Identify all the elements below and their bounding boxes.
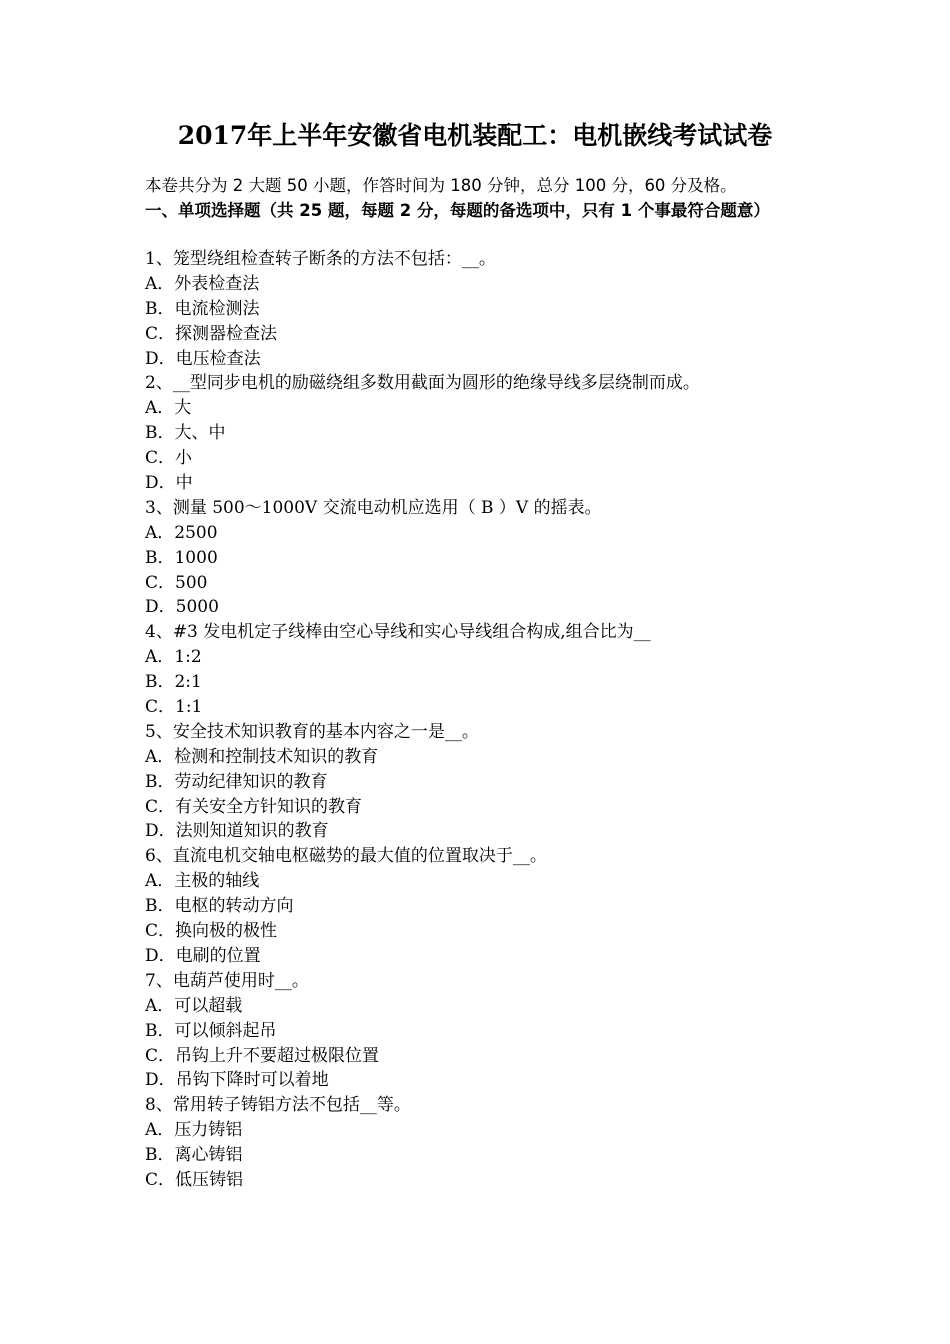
answer-option: D．电刷的位置 (145, 945, 261, 966)
answer-option: A．主极的轴线 (145, 871, 260, 892)
answer-option: A．1:2 (145, 647, 202, 668)
question-text: 6、直流电机交轴电枢磁势的最大值的位置取决于__。 (145, 846, 547, 867)
answer-option: A．大 (145, 398, 192, 419)
answer-option: D．法则知道知识的教育 (145, 821, 329, 842)
answer-option: C．低压铸铝 (145, 1169, 244, 1190)
question-text: 1、笼型绕组检查转子断条的方法不包括：__。 (145, 249, 496, 269)
answer-option: B．2:1 (145, 672, 202, 693)
page-title: 2017年上半年安徽省电机装配工：电机嵌线考试试卷 (177, 121, 773, 150)
answer-option: B．大、中 (145, 423, 226, 444)
answer-option: A．压力铸铝 (145, 1120, 243, 1141)
answer-option: B．劳动纪律知识的教育 (145, 771, 328, 792)
answer-option: A．检测和控制技术知识的教育 (145, 746, 379, 767)
answer-option: A．2500 (145, 522, 218, 543)
answer-option: C．探测器检查法 (145, 323, 278, 344)
answer-option: B．离心铸铝 (145, 1145, 243, 1166)
answer-option: C．1:1 (145, 697, 203, 718)
answer-option: C．小 (145, 448, 193, 469)
answer-option: B．1000 (145, 547, 218, 568)
question-text: 4、#3 发电机定子线棒由空心导线和实心导线组合构成,组合比为__ (145, 622, 651, 643)
question-text: 8、常用转子铸铝方法不包括__等。 (145, 1095, 411, 1116)
question-text: 2、__型同步电机的励磁绕组多数用截面为圆形的绝缘导线多层绕制而成。 (145, 373, 700, 394)
section-heading: 一、单项选择题（共 25 题，每题 2 分，每题的备选项中，只有 1 个事最符合题意） (145, 201, 770, 220)
exam-intro: 本卷共分为 2 大题 50 小题，作答时间为 180 分钟，总分 100 分，60 分及格。 (145, 176, 737, 195)
answer-option: A．外表检查法 (145, 273, 260, 294)
answer-option: C．吊钩上升不要超过极限位置 (145, 1045, 380, 1066)
answer-option: D．5000 (145, 597, 219, 618)
answer-option: B．电枢的转动方向 (145, 896, 294, 917)
answer-option: B．电流检测法 (145, 298, 260, 319)
answer-option: D．吊钩下降时可以着地 (145, 1070, 329, 1091)
answer-option: D．电压检查法 (145, 348, 261, 369)
question-text: 5、安全技术知识教育的基本内容之一是__。 (145, 721, 479, 742)
answer-option: C．换向极的极性 (145, 921, 278, 942)
question-text: 7、电葫芦使用时__。 (145, 970, 309, 991)
answer-option: D．中 (145, 473, 193, 494)
answer-option: B．可以倾斜起吊 (145, 1020, 277, 1041)
answer-option: A．可以超载 (145, 995, 243, 1016)
answer-option: C．有关安全方针知识的教育 (145, 796, 363, 817)
question-text: 3、测量 500～1000V 交流电动机应选用（ B ）V 的摇表。 (145, 497, 602, 518)
answer-option: C．500 (145, 572, 208, 593)
question-list (145, 247, 700, 1193)
